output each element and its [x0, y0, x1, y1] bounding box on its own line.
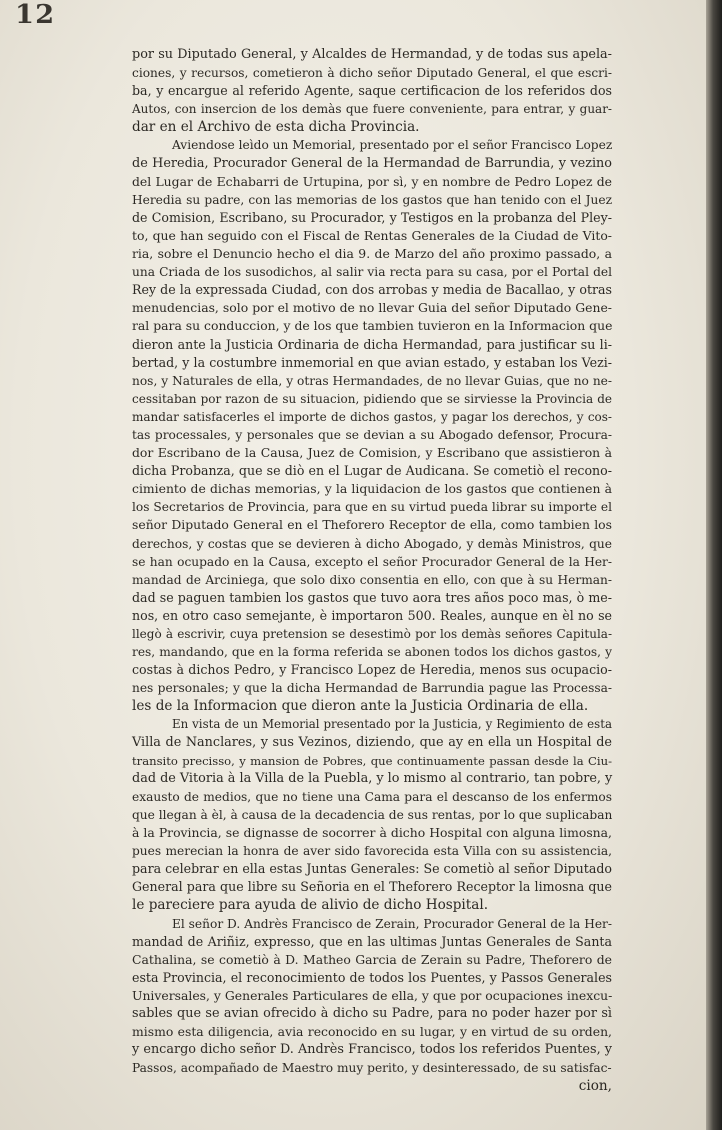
text-line: mandad de Arciniega, que solo dixo consentia en ello, con que à su Herman- [132, 572, 612, 587]
text-line: del Lugar de Echabarri de Urtupina, por sì, y en nombre de Pedro Lopez de [132, 173, 612, 189]
text-line: señor Diputado General en el Theforero Receptor de ella, como tambien los [132, 517, 612, 533]
text-line: dad de Vitoria à la Villa de la Puebla, y lo mismo al contrario, tan pobre, y [132, 770, 613, 786]
text-line: y encargo dicho señor D. Andrès Francisco, todos los referidos Puentes, y [132, 1042, 612, 1058]
text-line: ral para su conduccion, y de los que tambien tuvieron en la Informacion que [132, 318, 613, 334]
text-line: El señor D. Andrès Francisco de Zerain, Procurador General de la Her- [172, 916, 612, 931]
text-line: dor Escribano de la Causa, Juez de Comision, y Escribano que assistieron à [132, 445, 612, 461]
page-edge-shadow [706, 0, 722, 1130]
text-line: bertad, y la costumbre inmemorial en que avian estado, y estaban los Vezi- [132, 354, 612, 370]
text-line: exausto de medios, que no tiene una Cama para el descanso de los enfermos [132, 789, 612, 804]
text-line: Villa de Nanclares, y sus Vezinos, diziendo, que ay en ella un Hospital de [132, 734, 612, 750]
text-line: Passos, acompañado de Maestro muy perito, y desinteressado, de su satisfac- [132, 1061, 612, 1076]
text-line: transito precisso, y mansion de Pobres, que continuamente passan desde la Ciu- [132, 753, 612, 768]
text-line: de Comision, Escribano, su Procurador, y Testigos en la probanza del Pley- [132, 209, 612, 225]
text-line: ba, y encargue al referido Agente, saque certificacion de los referidos dos [132, 83, 612, 99]
text-line: nes personales; y que la dicha Hermandad de Barrundia pague las Processa- [132, 681, 612, 696]
text-line: una Criada de los susodichos, al salir via recta para su casa, por el Portal del [132, 265, 612, 280]
text-line: les de la Informacion que dieron ante la Justicia Ordinaria de ella. [132, 698, 589, 715]
text-line: dieron ante la Justicia Ordinaria de dicha Hermandad, para justificar su li- [132, 336, 612, 352]
text-line: mandar satisfacerles el importe de dichos gastos, y pagar los derechos, y cos- [132, 409, 612, 424]
page-number: 12 [15, 0, 56, 30]
text-line: ciones, y recursos, cometieron à dicho señor Diputado General, el que escri- [132, 66, 612, 81]
text-line: dar en el Archivo de esta dicha Provincia. [132, 119, 420, 136]
text-line: mandad de Ariñiz, expresso, que en las ultimas Juntas Generales de Santa [132, 933, 612, 949]
text-line: to, que han seguido con el Fiscal de Rentas Generales de la Ciudad de Vito- [132, 227, 612, 243]
text-line: General para que libre su Señoria en el Theforero Receptor la limosna que [132, 879, 612, 895]
text-line: le pareciere para ayuda de alivio de dicho Hospital. [132, 897, 489, 914]
text-line: nos, y Naturales de ella, y otras Hermandades, de no llevar Guias, que no ne- [132, 373, 612, 388]
text-line: nos, en otro caso semejante, è importaron 500. Reales, aunque en èl no se [132, 607, 612, 623]
text-line: à la Provincia, se dignasse de socorrer à dicho Hospital con alguna limosna, [132, 825, 612, 841]
text-line: llegò à escrivir, cuya pretension se desestimò por los demàs señores Capitula- [132, 627, 612, 641]
text-line: menudencias, solo por el motivo de no llevar Guia del señor Diputado Gene- [132, 300, 612, 316]
text-line: de Heredia, Procurador General de la Hermandad de Barrundia, y vezino [132, 155, 612, 171]
text-line: para celebrar en ella estas Juntas Generales: Se cometiò al señor Diputado [132, 861, 612, 877]
text-line: dicha Probanza, que se diò en el Lugar de Audicana. Se cometiò el recono- [132, 463, 612, 479]
text-line: costas à dichos Pedro, y Francisco Lopez de Heredia, menos sus ocupacio- [132, 662, 612, 678]
text-line: ria, sobre el Denuncio hecho el dia 9. de Marzo del año proximo passado, a [132, 246, 612, 262]
text-line: tas processales, y personales que se devian a su Abogado defensor, Procura- [132, 427, 612, 442]
catchword: cion, [578, 1078, 612, 1095]
text-line: cessitaban por razon de su situacion, pidiendo que se sirviesse la Provincia de [132, 391, 612, 406]
text-line: Heredia su padre, con las memorias de los gastos que han tenido con el Juez [132, 192, 612, 207]
text-line: se han ocupado en la Causa, excepto el señor Procurador General de la Her- [132, 554, 612, 569]
text-line: esta Provincia, el reconocimiento de todos los Puentes, y Passos Generales [132, 969, 612, 985]
text-line: En vista de un Memorial presentado por la Justicia, y Regimiento de esta [172, 717, 612, 732]
text-line: por su Diputado General, y Alcaldes de Hermandad, y de todas sus apela- [132, 47, 612, 62]
text-line: pues merecian la honra de aver sido favorecida esta Villa con su assistencia, [132, 844, 612, 859]
text-line: res, mandando, que en la forma referida se abonen todos los dichos gastos, y [132, 645, 612, 660]
text-line: Universales, y Generales Particulares de ella, y que por ocupaciones inexcu- [132, 987, 613, 1003]
text-line: los Secretarios de Provincia, para que en su virtud pueda librar su importe el [132, 500, 612, 515]
text-line: Rey de la expressada Ciudad, con dos arrobas y media de Bacallao, y otras [132, 282, 612, 298]
text-line: Aviendose leìdo un Memorial, presentado por el señor Francisco Lopez [172, 138, 613, 153]
body-text [132, 46, 612, 1095]
text-line: que llegan à èl, à causa de la decadencia de sus rentas, por lo que suplicaban [132, 807, 613, 822]
text-line: mismo esta diligencia, avia reconocido en su lugar, y en virtud de su orden, [132, 1024, 612, 1040]
text-line: sables que se avian ofrecido à dicho su Padre, para no poder hazer por sì [132, 1005, 612, 1021]
text-line: dad se paguen tambien los gastos que tuvo aora tres años poco mas, ò me- [132, 589, 612, 605]
text-line: Cathalina, se cometiò à D. Matheo Garcia de Zerain su Padre, Theforero de [132, 951, 612, 967]
text-line: derechos, y costas que se devieren à dicho Abogado, y demàs Ministros, que [132, 536, 612, 551]
text-line: Autos, con insercion de los demàs que fuere conveniente, para entrar, y guar- [132, 102, 612, 117]
text-line: cimiento de dichas memorias, y la liquidacion de los gastos que contienen à [132, 481, 612, 497]
